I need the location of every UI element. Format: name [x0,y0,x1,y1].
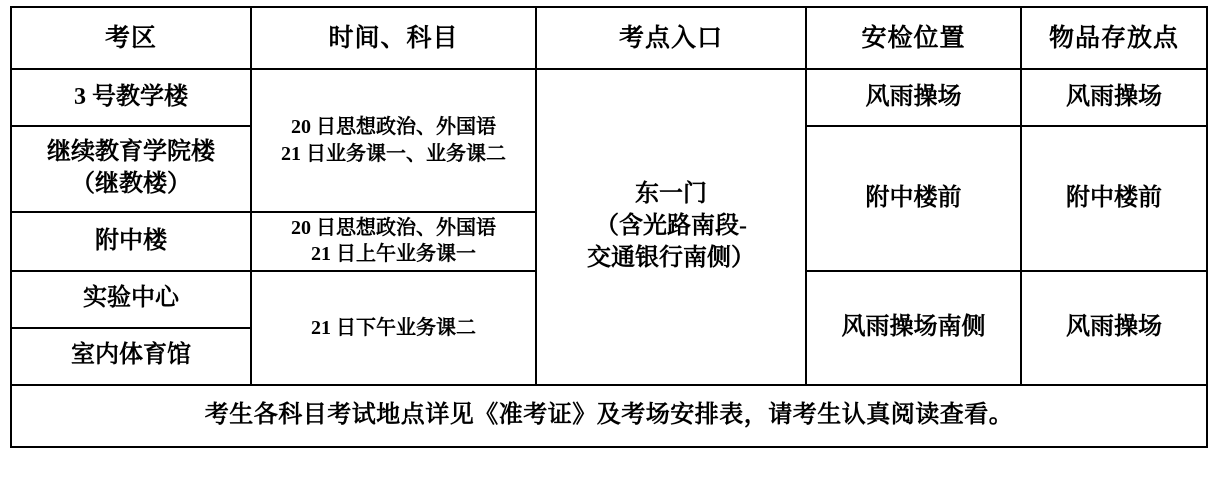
time-subject-line-2: 21 日业务课一、业务课二 [281,142,506,165]
time-subject-cell-3: 21 日下午业务课二 [251,271,536,385]
zone-cell-building-3: 3 号教学楼 [11,69,251,126]
security-cell-3: 风雨操场南侧 [806,271,1021,385]
time-subject-line-2: 21 日上午业务课一 [311,243,476,266]
security-cell-2: 附中楼前 [806,126,1021,271]
entrance-line-3: 交通银行南侧） [587,244,755,271]
entrance-line-2: （含光路南段- [595,213,747,240]
zone-line-1: 继续教育学院楼 [47,139,215,166]
exam-arrangement-table [10,6,1208,448]
zone-cell-affiliated-school: 附中楼 [11,212,251,271]
storage-cell-2: 附中楼前 [1021,126,1207,271]
time-subject-cell-2 [251,212,536,271]
table-row [11,69,1207,126]
zone-cell-experiment-center: 实验中心 [11,271,251,328]
time-subject-line-1: 20 日思想政治、外国语 [291,116,496,139]
column-header-zone: 考区 [11,7,251,69]
footer-note: 考生各科目考试地点详见《准考证》及考场安排表，请考生认真阅读查看。 [11,385,1207,447]
zone-line-2: （继教楼） [71,171,191,197]
column-header-storage: 物品存放点 [1021,7,1207,69]
table-header-row [11,7,1207,69]
entrance-line-1: 东一门 [635,181,707,208]
zone-cell-continuing-education [11,126,251,212]
storage-cell-1: 风雨操场 [1021,69,1207,126]
table-body [11,69,1207,447]
time-subject-line-1: 20 日思想政治、外国语 [291,217,496,239]
exam-arrangement-sheet [0,6,1220,488]
column-header-time-subject: 时间、科目 [251,7,536,69]
entrance-cell [536,69,806,385]
security-cell-1: 风雨操场 [806,69,1021,126]
zone-cell-indoor-gym: 室内体育馆 [11,328,251,385]
table-footer-row [11,385,1207,447]
column-header-entrance: 考点入口 [536,7,806,69]
storage-cell-3: 风雨操场 [1021,271,1207,385]
table-header [11,7,1207,69]
column-header-security: 安检位置 [806,7,1021,69]
time-subject-cell-1 [251,69,536,212]
